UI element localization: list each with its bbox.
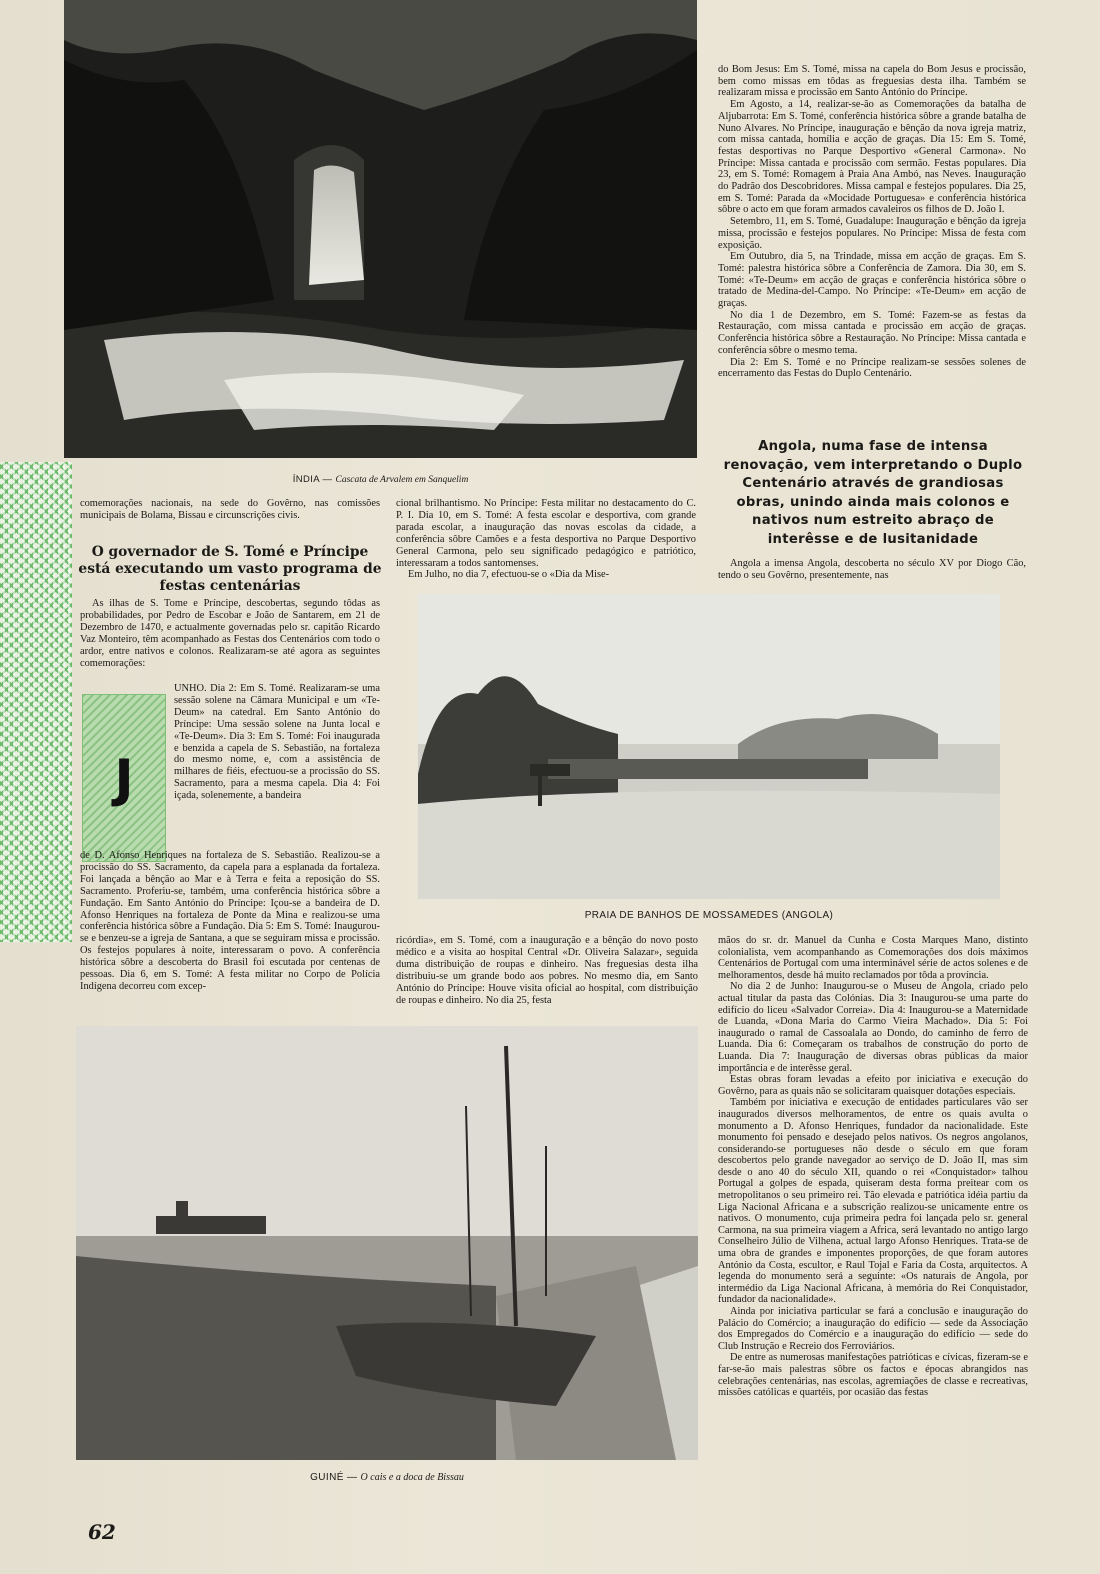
angola-intro: Angola a imensa Angola, descoberta no século XV por Diogo Cão, tendo o seu Govêrno, presentemente, nas (718, 558, 1026, 581)
angola-text: mãos do sr. dr. Manuel da Cunha e Costa Marques Mano, distinto colonialista, vem acompanhando as Comemorações dos dois máximos Centenários de Portugal com uma interminável série de actos solenes e de melhoramentos, desde há muito reclamados por tôda a província. No dia 2 de Junho: Inaugurou-se o Museu de Angola, criado pelo actual titular da pasta das Colónias. Dia 3: Inaugurou-se uma parte do edifício do liceu «Salvador Correia». Dia 4: Inaugurou-se a Maternidade de Luanda, «Dona Maria do Carmo Vieira Machado». Dia 5: Foi inaugurado o ramal de Cassoalala ao Dondo, do caminho de ferro de Luanda. Dia 6: Começaram os trabalhos de construção do porto de Luanda. Dia 7: Inauguração de diversas obras públicas da maior importância e de interêsse geral. Estas obras foram levadas a efeito por iniciativa e execução do Govêrno, para as quais não se solicitaram quaisquer dotações especiais. Também por iniciativa e execução de entidades particulares vão ser inaugurados diversos melhoramentos, de entre os quais avulta o monumento a D. Afonso Henriques, fundador da nacionalidade. Este monumento foi pensado e desejado pelos nativos. Os negros angolanos, considerando-se portugueses não desde o século em que foram descobertos pelo grande navegador ao serviço de D. João II, mas sim desde o ano 40 do século XII, quando o rei «Conquistador» talhou Portugal a golpes de espada, quiseram desta forma preitear com os metropolitanos o seu primeiro rei. Tão elevada e patriótica idéia partiu da Liga Nacional Africana e a subscrição realizou-se unicamente entre os nativos. O monumento, cuja primeira pedra foi lançada pelo sr. general Carmona, na sua primeira viagem a Africa, será levantado no antigo largo Conselheiro Júlio de Vilhena, actual largo Afonso Henriques. Trata-se de uma obra de grandes e imponentes proporções, de que foram autores António da Costa, escultor, e Raul Tojal e Faria da Costa, arquitectos. A legenda do monumento será a seguinte: «Os naturais de Angola, por intermédio da Liga Nacional Africana, à memória do Rei Conquistador, fundador da nacionalidade». Ainda por iniciativa particular se fará a conclusão e inauguração do Palácio do Comércio; a inauguração do edifício — sede da Associação dos Empregados do Comércio e a inauguração do edifício — sede do Club Instrução e Recreio dos Ferroviários. De entre as numerosas manifestações patrióticas e cívicas, fizeram-se e far-se-ão mais palestras sôbre os factos e épocas abrangidos nas celebrações centenárias, nas escolas, agremiações de classe e recreativas, missões católicas e quartéis, por ocasião das festas (718, 935, 1028, 1399)
junho-text-narrow: UNHO. Dia 2: Em S. Tomé. Realizaram-se uma sessão solene na Câmara Municipal e um «Te-Deum» na catedral. Em Santo António do Príncipe: Uma sessão solene na Junta local e «Te-Deum». Dia 3: Em S. Tomé: Foi inaugurada e benzida a capela de S. Sebastião, na fortaleza do mesmo nome, e, com a assistência de milhares de fiéis, efectuou-se a procissão do SS. Sacramento, para a mesma capela. Dia 4: Foi içada, solenemente, a bandeira (174, 683, 380, 802)
guine-caption: GUINÉ — O cais e a doca de Bissau (310, 1472, 464, 1483)
green-decorative-strip (0, 462, 72, 942)
junho-text-wide: de D. Afonso Henriques na fortaleza de S. Sebastião. Realizou-se a procissão do SS. Sacramento, da capela para a esplanada da fortaleza. Foi lançada a bênção ao Mar e à Terra e feita a reposição do SS. Sacramento. Proferiu-se, também, uma conferência histórica sôbre a Fundação. Em Santo António do Príncipe: Içou-se a bandeira de D. Afonso Henriques na fortaleza de Ponte da Mina e realizou-se uma conferência histórica sôbre a Fundação. Dia 5: Em S. Tomé: Inaugurou-se e benzeu-se a igreja de Santana, a que se seguiram missa e procissão. Os festejos populares à noite, interessaram o povo. A conferência histórica sôbre a descoberta do Brasil foi escutada por centenas de pessoas. Dia 6, em S. Tomé: A festa militar no Corpo de Polícia Indígena decorreu com excep- (80, 850, 380, 992)
waterfall-photo (64, 0, 697, 458)
india-caption: ÍNDIA — Cascata de Arvalem em Sanquelim (292, 474, 469, 485)
middle-top-text: cional brilhantismo. No Príncipe: Festa militar no destacamento do C. P. I. Dia 10, em S. Tomé: A festa escolar e desportiva, com grande parada escolar, a inauguração das novas escolas da cidade, a conferência sôbre Camões e a festa desportiva no Parque Desportivo General Carmona, pelo seu significado pedagógico e patriótico, interessaram a todos santomenses. Em Julho, no dia 7, efectuou-se o «Dia da Mise- (396, 498, 696, 581)
lead-in-text: comemorações nacionais, na sede do Govêrno, nas comissões municipais de Bolama, Bissau e circunscrições civis. (80, 498, 380, 521)
harbour-photo (76, 1026, 698, 1460)
sao-tome-intro: As ilhas de S. Tome e Príncipe, descobertas, segundo tôdas as probabilidades, por Pedro de Escobar e João de Santarem, em 21 de Dezembro de 1470, e actualmente governadas pelo sr. capitão Ricardo Vaz Monteiro, têm acompanhado as Festas dos Centenários com todo o ardor, entre nativos e colonos. Realizaram-se até agora as seguintes comemorações: (80, 598, 380, 669)
praia-caption: PRAIA DE BANHOS DE MOSSAMEDES (ANGOLA) (584, 910, 834, 921)
page-number: 62 (88, 1520, 116, 1544)
beach-photo (418, 594, 1000, 899)
sao-tome-headline: O governador de S. Tomé e Príncipe está executando um vasto programa de festas centenárias (78, 544, 382, 594)
middle-bottom-text: ricórdia», em S. Tomé, com a inauguração e a bênção do novo posto médico e a visita ao hospital Central «Dr. Oliveira Salazar», seguida duma distribuição de roupas e dinheiro. Nas freguesias desta ilha distribuiu-se um grande bodo aos pobres. No mesmo dia, em Santo António do Príncipe: Houve visita oficial ao hospital, com distribuição de roupas e dinheiro. No dia 25, festa (396, 935, 698, 1006)
angola-headline: Angola, numa fase de intensa renovação, vem interpretando o Duplo Centenário através de grandiosas obras, unindo ainda mais colonos e nativos num estreito abraço de interêsse e de lusitanidade (723, 439, 1023, 547)
right-top-text: do Bom Jesus: Em S. Tomé, missa na capela do Bom Jesus e procissão, bem como missas em tôdas as freguesias desta ilha. Também se realizaram missa e procissão em Santo António do Príncipe. Em Agosto, a 14, realizar-se-ão as Comemorações da batalha de Aljubarrota: Em S. Tomé, conferência histórica sôbre a grande batalha de Nuno Alvares. No Príncipe, inauguração e bênção da nova igreja matriz, com missa cantada, homília e acção de graças. Dia 15: Em S. Tomé, festas desportivas no Parque Desportivo «General Carmona». No Príncipe: Missa cantada e procissão com sermão. Festas populares. Dia 23, em S. Tomé: Romagem à Praia Ana Ambó, nas Neves. Inauguração do Padrão dos Descobridores. Missa campal e festejos populares. Dia 25, em S. Tomé: Parada da «Mocidade Portuguesa» e conferência histórica sôbre o acto em que foram armados cavaleiros os filhos de D. João I. Setembro, 11, em S. Tomé, Guadalupe: Inauguração e bênção da igreja missa, procissão e festejos populares. No Príncipe: Missa de festa com exposição. Em Outubro, dia 5, na Trindade, missa em acção de graças. Em S. Tomé: palestra histórica sôbre a Conferência de Zamora. Dia 30, em S. Tomé: «Te-Deum» em acção de graças e conferência histórica sôbre o tratado de Medina-del-Campo. No Príncipe: «Te-Deum» em acção de graças. No dia 1 de Dezembro, em S. Tomé: Fazem-se as festas da Restauração, com missa cantada e procissão em acção de graças. Conferência histórica sôbre a Restauração. No Príncipe: Missa cantada e conferência sôbre o mesmo tema. Dia 2: Em S. Tomé e no Príncipe realizam-se sessões solenes de encerramento das Festas do Duplo Centenário. (718, 64, 1026, 380)
initial-letter: J (82, 694, 166, 862)
